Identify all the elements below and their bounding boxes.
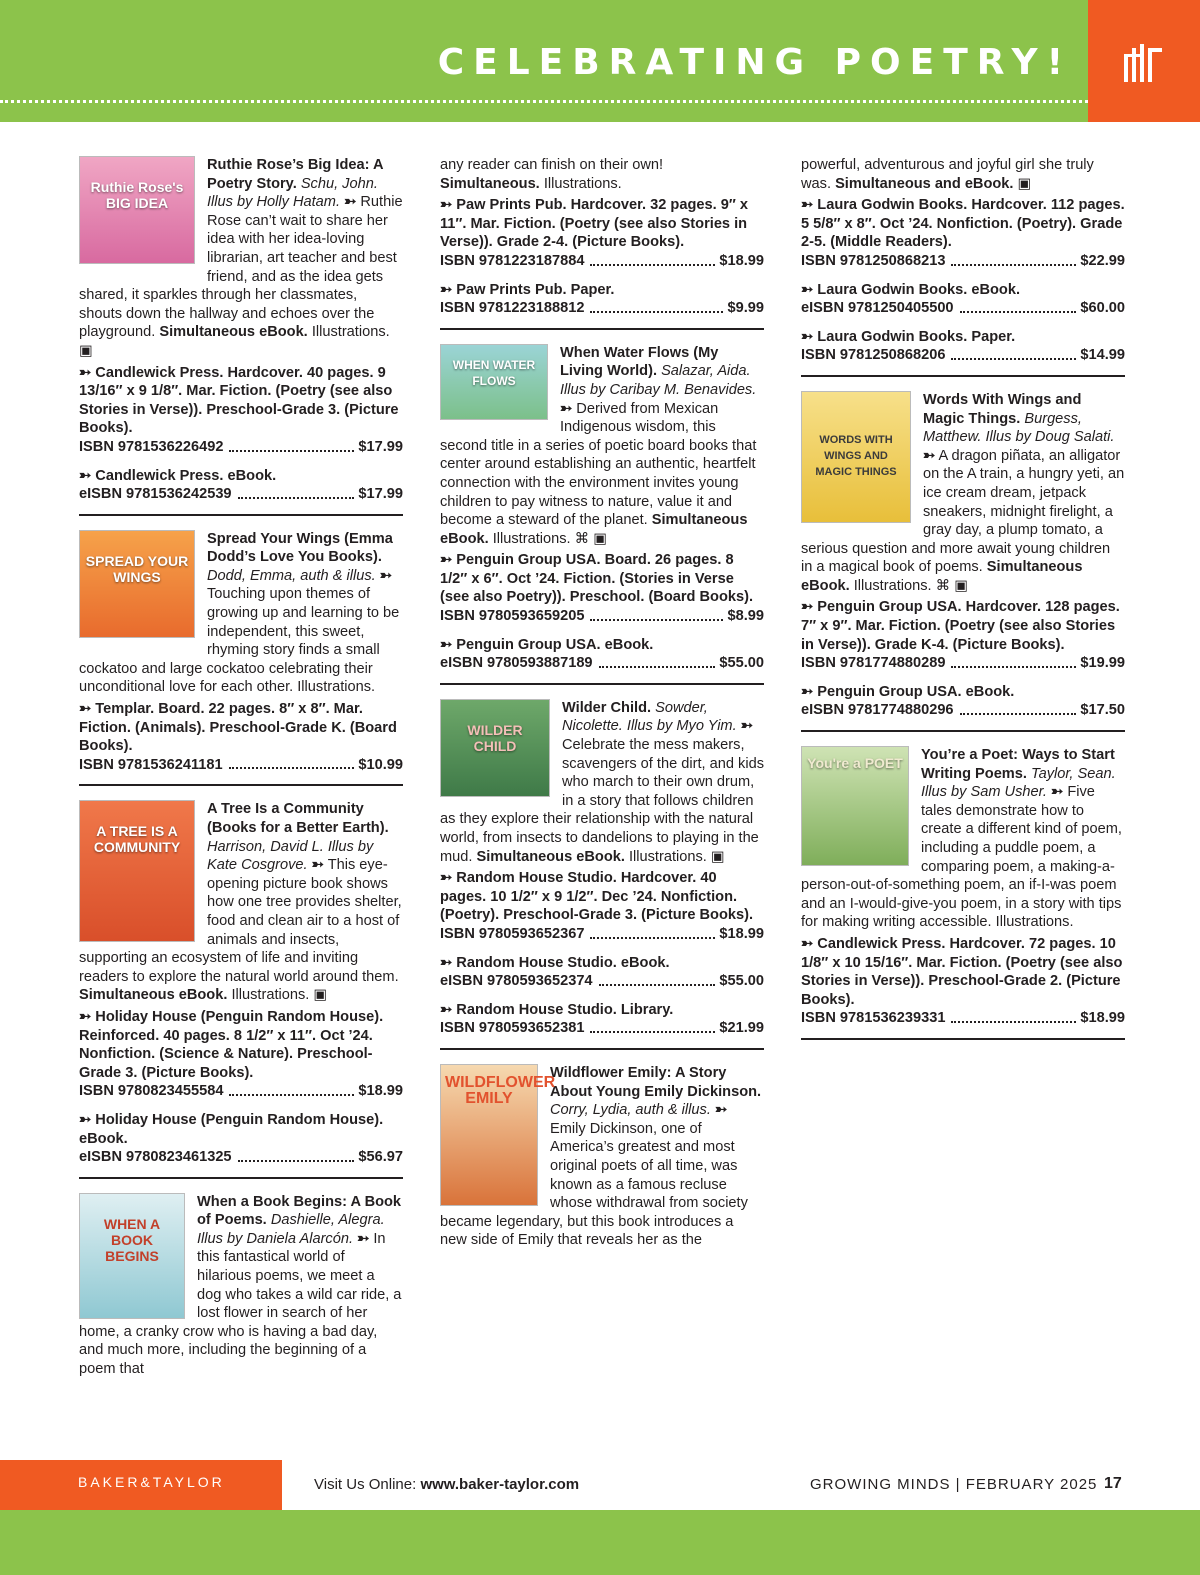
format-line: ➳ Random House Studio. Hardcover. 40 pages. 10 1/2″ x 9 1/2″. Dec ’24. Nonfiction. (Poetry). Preschool-Grade 3. (Picture Books). (440, 870, 754, 924)
bottom-band (0, 1510, 1200, 1575)
footer-brand-bar (0, 1460, 282, 1510)
arrow-icon: ➳ (440, 197, 457, 214)
entry-divider (801, 730, 1125, 732)
arrow-icon: ➳ (79, 467, 96, 484)
price: $55.00 (719, 655, 764, 672)
book-title: Wilder Child. (562, 699, 652, 716)
isbn-line: ISBN 9780823455584 $18.99 (79, 1083, 403, 1100)
book-description: Emily Dickinson, one of America’s greatest and most original poets of all time, was known as a famous recluse whose withdrawal from society became legendary, but this book introduces a new side of Emily that reveals her as the (440, 1120, 748, 1249)
isbn-line: ISBN 9781536241181 $10.99 (79, 756, 403, 773)
price: $8.99 (727, 608, 764, 625)
section-title: CELEBRATING POETRY! (437, 42, 1072, 83)
book-title: Words With Wings and Magic Things. (923, 391, 1082, 427)
price: $60.00 (1080, 300, 1125, 317)
book-description: This eye-opening picture book shows how one tree provides shelter, food and clean air to a host of animals and insects, supporting an ecosystem of life and inviting readers to explore the natural world around them. (79, 857, 402, 985)
book-author: Salazar, Aida. Illus by Caribay M. Benavides. (560, 363, 757, 398)
book-entry (79, 1193, 403, 1379)
book-author: Taylor, Sean. Illus by Sam Usher. (921, 765, 1116, 801)
book-description: Ruthie Rose can’t wait to share her idea with her idea-loving librarian, art teacher and best friend, and as the idea gets shared, it sparkles through her classmates, shouts down the hallway and echoes over the playground. (79, 194, 403, 341)
isbn-line: ISBN 9781536226492 $17.99 (79, 438, 403, 455)
arrow-icon: ➳ (801, 281, 818, 298)
entry-divider (79, 1177, 403, 1179)
book-title: Spread Your Wings (Emma Dodd’s Love You Books). (207, 530, 393, 566)
format-line: ➳ Random House Studio. eBook. (440, 954, 670, 971)
column-1 (79, 156, 403, 1379)
isbn-line: ISBN 9780593659205 $8.99 (440, 608, 764, 625)
leader-dots (590, 925, 715, 939)
leader-dots (951, 346, 1076, 360)
extras-note: Illustrations. ⌘ (492, 530, 590, 547)
format-line: ➳ Penguin Group USA. Board. 26 pages. 8 1/2″ x 6″. Oct ’24. Fiction. (Stories in Verse (see also Poetry)). Preschool. (Board Books). (440, 552, 754, 606)
entry-divider (801, 375, 1125, 377)
leader-dots (238, 1148, 355, 1162)
arrow-icon: ➳ (440, 870, 457, 887)
leader-dots (590, 252, 715, 266)
visit-online: Visit Us Online: www.baker-taylor.com (314, 1476, 580, 1493)
leader-dots (960, 299, 1077, 313)
header-dotted-rule (0, 100, 1088, 103)
format-line: ➳ Candlewick Press. eBook. (79, 467, 277, 484)
price: $18.99 (719, 252, 764, 269)
baker-taylor-logo-icon (1122, 40, 1164, 84)
entry-divider (79, 784, 403, 786)
format-line: ➳ Laura Godwin Books. Hardcover. 112 pages. 5 5/8″ x 8″. Oct ’24. Nonfiction. (Poetry). Grade 2-5. (Middle Readers). (801, 197, 1125, 251)
price: $17.50 (1080, 702, 1125, 719)
format-line: ➳ Penguin Group USA. eBook. (440, 636, 654, 653)
isbn-line: eISBN 9781250405500 $60.00 (801, 300, 1125, 317)
page-number: 17 (1104, 1475, 1122, 1492)
leader-dots (590, 607, 723, 621)
leader-dots (951, 252, 1076, 266)
book-cover: WORDS WITH WINGS AND MAGIC THINGS (801, 391, 911, 523)
price: $56.97 (358, 1149, 403, 1166)
leader-dots (229, 438, 354, 452)
price: $17.99 (358, 486, 403, 503)
arrow-icon: ➳ (440, 636, 457, 653)
ebook-icon: ▣ (79, 342, 93, 359)
format-line: ➳ Candlewick Press. Hardcover. 40 pages. 9 13/16″ x 9 1/8″. Mar. Fiction. (Poetry (see also Stories in Verse)). Preschool-Grade 3. (Picture Books). (79, 364, 399, 437)
column-2 (440, 156, 764, 1250)
website-link[interactable]: www.baker-taylor.com (420, 1476, 580, 1493)
book-entry (801, 746, 1125, 932)
entry-divider (440, 328, 764, 330)
format-line: ➳ Templar. Board. 22 pages. 8″ x 8″. Mar. Fiction. (Animals). Preschool-Grade K. (Board Books). (79, 701, 397, 755)
format-line: ➳ Holiday House (Penguin Random House). eBook. (79, 1111, 384, 1147)
book-title: Wildflower Emily: A Story About Young Emily Dickinson. (550, 1064, 762, 1100)
book-author: Dashielle, Alegra. Illus by Daniela Alarcón. (197, 1212, 385, 1247)
simultaneous-note: Simultaneous eBook. (440, 512, 748, 547)
continued-text: any reader can finish on their own! Simultaneous. Illustrations. (440, 157, 664, 192)
simultaneous-note: Simultaneous eBook. (79, 987, 228, 1004)
book-title: You’re a Poet: Ways to Start Writing Poems. (921, 747, 1115, 782)
arrow-icon: ➳ (560, 400, 573, 417)
arrow-icon: ➳ (801, 197, 818, 214)
arrow-icon: ➳ (923, 447, 936, 464)
entry-divider (440, 1048, 764, 1050)
leader-dots (590, 299, 723, 313)
arrow-icon: ➳ (801, 683, 818, 700)
price: $10.99 (358, 756, 403, 773)
book-entry (801, 391, 1125, 596)
leader-dots (960, 701, 1077, 715)
simultaneous-note: Simultaneous eBook. (801, 559, 1083, 594)
page-header (0, 0, 1200, 122)
book-author: Dodd, Emma, auth & illus. (207, 567, 376, 584)
arrow-icon: ➳ (79, 1111, 96, 1128)
arrow-icon: ➳ (801, 599, 818, 616)
isbn-line: eISBN 9780823461325 $56.97 (79, 1149, 403, 1166)
ebook-icon: ▣ (1017, 175, 1032, 192)
format-line: ➳ Penguin Group USA. Hardcover. 128 pages. 7″ x 9″. Mar. Fiction. (Poetry (see also Stories in Verse)). Grade K-4. (Picture Books). (801, 599, 1120, 653)
book-cover: WILDER CHILD (440, 699, 550, 797)
simultaneous-note: Simultaneous eBook. (159, 324, 308, 341)
arrow-icon: ➳ (714, 1102, 728, 1119)
arrow-icon: ➳ (344, 194, 357, 211)
ebook-icon: ▣ (710, 848, 725, 865)
page-footer (0, 1460, 1200, 1510)
book-author: Corry, Lydia, auth & illus. (550, 1102, 711, 1119)
brand-tab (1088, 0, 1200, 122)
book-cover: WHEN WATER FLOWS (440, 344, 548, 420)
isbn-line: eISBN 9780593652374 $55.00 (440, 973, 764, 990)
leader-dots (599, 654, 716, 668)
book-description: Touching upon themes of growing up and learning to be independent, this sweet, rhyming story finds a small cockatoo and large cockatoo celebrating their unconditional love for each other. Illustrations. (79, 586, 400, 696)
format-line: ➳ Paw Prints Pub. Paper. (440, 281, 615, 298)
price: $19.99 (1080, 655, 1125, 672)
leader-dots (590, 1019, 715, 1033)
leader-dots (229, 756, 355, 770)
isbn-line: ISBN 9781223187884 $18.99 (440, 252, 764, 269)
price: $55.00 (719, 973, 764, 990)
arrow-icon: ➳ (801, 935, 818, 952)
isbn-line: ISBN 9781536239331 $18.99 (801, 1010, 1125, 1027)
book-entry (440, 344, 764, 549)
book-title: When a Book Begins: A Book of Poems. (197, 1193, 402, 1229)
arrow-icon: ➳ (740, 718, 753, 735)
price: $18.99 (719, 925, 764, 942)
arrow-icon: ➳ (440, 552, 457, 569)
ebook-icon: ▣ (313, 987, 328, 1004)
ebook-icon: ▣ (593, 530, 608, 547)
book-description: Derived from Mexican Indigenous wisdom, this second title in a series of poetic board books that center around establishing an authentic, heartfelt connection with the environment invites young children to pay witness to nature, value it and become a steward of the planet. (440, 400, 757, 529)
arrow-icon: ➳ (79, 1008, 96, 1025)
entry-divider (801, 1038, 1125, 1040)
isbn-line: ISBN 9781774880289 $19.99 (801, 655, 1125, 672)
simultaneous-note: Simultaneous eBook. (476, 848, 625, 865)
format-line: ➳ Laura Godwin Books. eBook. (801, 281, 1021, 298)
book-entry (79, 800, 403, 1005)
book-entry (440, 1064, 764, 1250)
format-line: ➳ Paw Prints Pub. Hardcover. 32 pages. 9″ x 11″. Mar. Fiction. (Poetry (see also Stories in Verse)). Grade 2-4. (Picture Books). (440, 197, 748, 251)
arrow-icon: ➳ (79, 364, 96, 381)
arrow-icon: ➳ (440, 1001, 457, 1018)
isbn-line: ISBN 9780593652367 $18.99 (440, 925, 764, 942)
book-title: A Tree Is a Community (Books for a Better Earth). (207, 801, 389, 836)
book-description: A dragon piñata, an alligator on the A train, a hungry yeti, an ice cream dream, jetpack sneakers, midnight firelight, a gray day, a plump tomato, a serious question and more await young children in a magical book of poems. (801, 447, 1125, 576)
leader-dots (238, 485, 355, 499)
leader-dots (951, 654, 1076, 668)
book-cover: WHEN A BOOK BEGINS (79, 1193, 185, 1319)
leader-dots (599, 972, 716, 986)
book-cover: Ruthie Rose's BIG IDEA (79, 156, 195, 264)
arrow-icon: ➳ (1051, 784, 1064, 801)
price: $18.99 (358, 1083, 403, 1100)
brand-logo: BAKER&TAYLOR (78, 1474, 225, 1490)
book-description: Five tales demonstrate how to create a different kind of poem, including a puddle poem, a comparing poem, a making-a-person-out-of-something poem, an if-I-was poem and an I-would-give-you poem, in a story with tips for making writing accessible. Illustrations. (801, 784, 1122, 931)
isbn-line: ISBN 9781250868206 $14.99 (801, 347, 1125, 364)
arrow-icon: ➳ (311, 857, 324, 874)
price: $21.99 (719, 1020, 764, 1037)
leader-dots (229, 1082, 354, 1096)
arrow-icon: ➳ (440, 281, 457, 298)
isbn-line: ISBN 9780593652381 $21.99 (440, 1020, 764, 1037)
continued-text: powerful, adventurous and joyful girl she truly was. Simultaneous and eBook. ▣ (801, 157, 1094, 192)
format-line: ➳ Candlewick Press. Hardcover. 72 pages. 10 1/8″ x 10 15/16″. Mar. Fiction. (Poetry (see also Stories in Verse)). Preschool-Grade 2. (Picture Books). (801, 935, 1123, 1008)
price: $9.99 (727, 300, 764, 317)
book-author: Harrison, David L. Illus by Kate Cosgrove. (207, 838, 374, 874)
book-description: Celebrate the mess makers, scavengers of the dirt, and kids who march to their own drum, in a story that follows children as they explore their relationship with the natural world, from insects to dandelions to playing in the mud. (440, 737, 764, 865)
book-author: Schu, John. Illus by Holly Hatam. (207, 175, 378, 211)
book-cover: WILDFLOWER EMILY (440, 1064, 538, 1206)
issue-label: GROWING MINDS | FEBRUARY 2025 (810, 1476, 1098, 1493)
price: $14.99 (1080, 347, 1125, 364)
book-title: Ruthie Rose’s Big Idea: A Poetry Story. (207, 157, 383, 192)
book-entry (79, 530, 403, 697)
book-cover: A TREE IS A COMMUNITY (79, 800, 195, 942)
isbn-line: ISBN 9781250868213 $22.99 (801, 252, 1125, 269)
format-line: ➳ Laura Godwin Books. Paper. (801, 328, 1016, 345)
entry-divider (440, 683, 764, 685)
entry-divider (79, 514, 403, 516)
isbn-line: eISBN 9781774880296 $17.50 (801, 702, 1125, 719)
extras-note: Illustrations. (231, 987, 310, 1004)
format-line: ➳ Holiday House (Penguin Random House). Reinforced. 40 pages. 8 1/2″ x 11″. Oct ’24. Nonfiction. (Science & Nature). Preschool-Grade 3. (Picture Books). (79, 1008, 384, 1081)
price: $22.99 (1080, 252, 1125, 269)
leader-dots (951, 1009, 1076, 1023)
isbn-line: eISBN 9780593887189 $55.00 (440, 655, 764, 672)
arrow-icon: ➳ (801, 328, 818, 345)
price: $18.99 (1080, 1010, 1125, 1027)
isbn-line: ISBN 9781223188812 $9.99 (440, 300, 764, 317)
extras-note: Illustrations. (628, 848, 707, 865)
book-entry (440, 699, 764, 866)
book-description: In this fantastical world of hilarious poems, we meet a dog who takes a wild car ride, a lost flower in search of her home, a cranky crow who is having a bad day, and much more, including the beginning of a poem that (79, 1230, 402, 1378)
book-author: Burgess, Matthew. Illus by Doug Salati. (923, 410, 1115, 446)
book-cover: You're a POET (801, 746, 909, 866)
arrow-icon: ➳ (379, 567, 393, 584)
price: $17.99 (358, 438, 403, 455)
arrow-icon: ➳ (79, 701, 96, 718)
format-line: ➳ Penguin Group USA. eBook. (801, 683, 1015, 700)
extras-note: Illustrations. ⌘ (853, 577, 951, 594)
isbn-line: eISBN 9781536242539 $17.99 (79, 486, 403, 503)
book-title: When Water Flows (My Living World). (560, 344, 719, 380)
ebook-icon: ▣ (954, 577, 969, 594)
extras-note: Illustrations. (311, 324, 390, 341)
format-line: ➳ Random House Studio. Library. (440, 1001, 674, 1018)
book-entry (79, 156, 403, 361)
book-cover: SPREAD YOUR WINGS (79, 530, 195, 638)
arrow-icon: ➳ (357, 1230, 370, 1247)
arrow-icon: ➳ (440, 954, 457, 971)
book-author: Sowder, Nicolette. Illus by Myo Yim. (562, 699, 737, 735)
column-3 (801, 156, 1125, 1054)
